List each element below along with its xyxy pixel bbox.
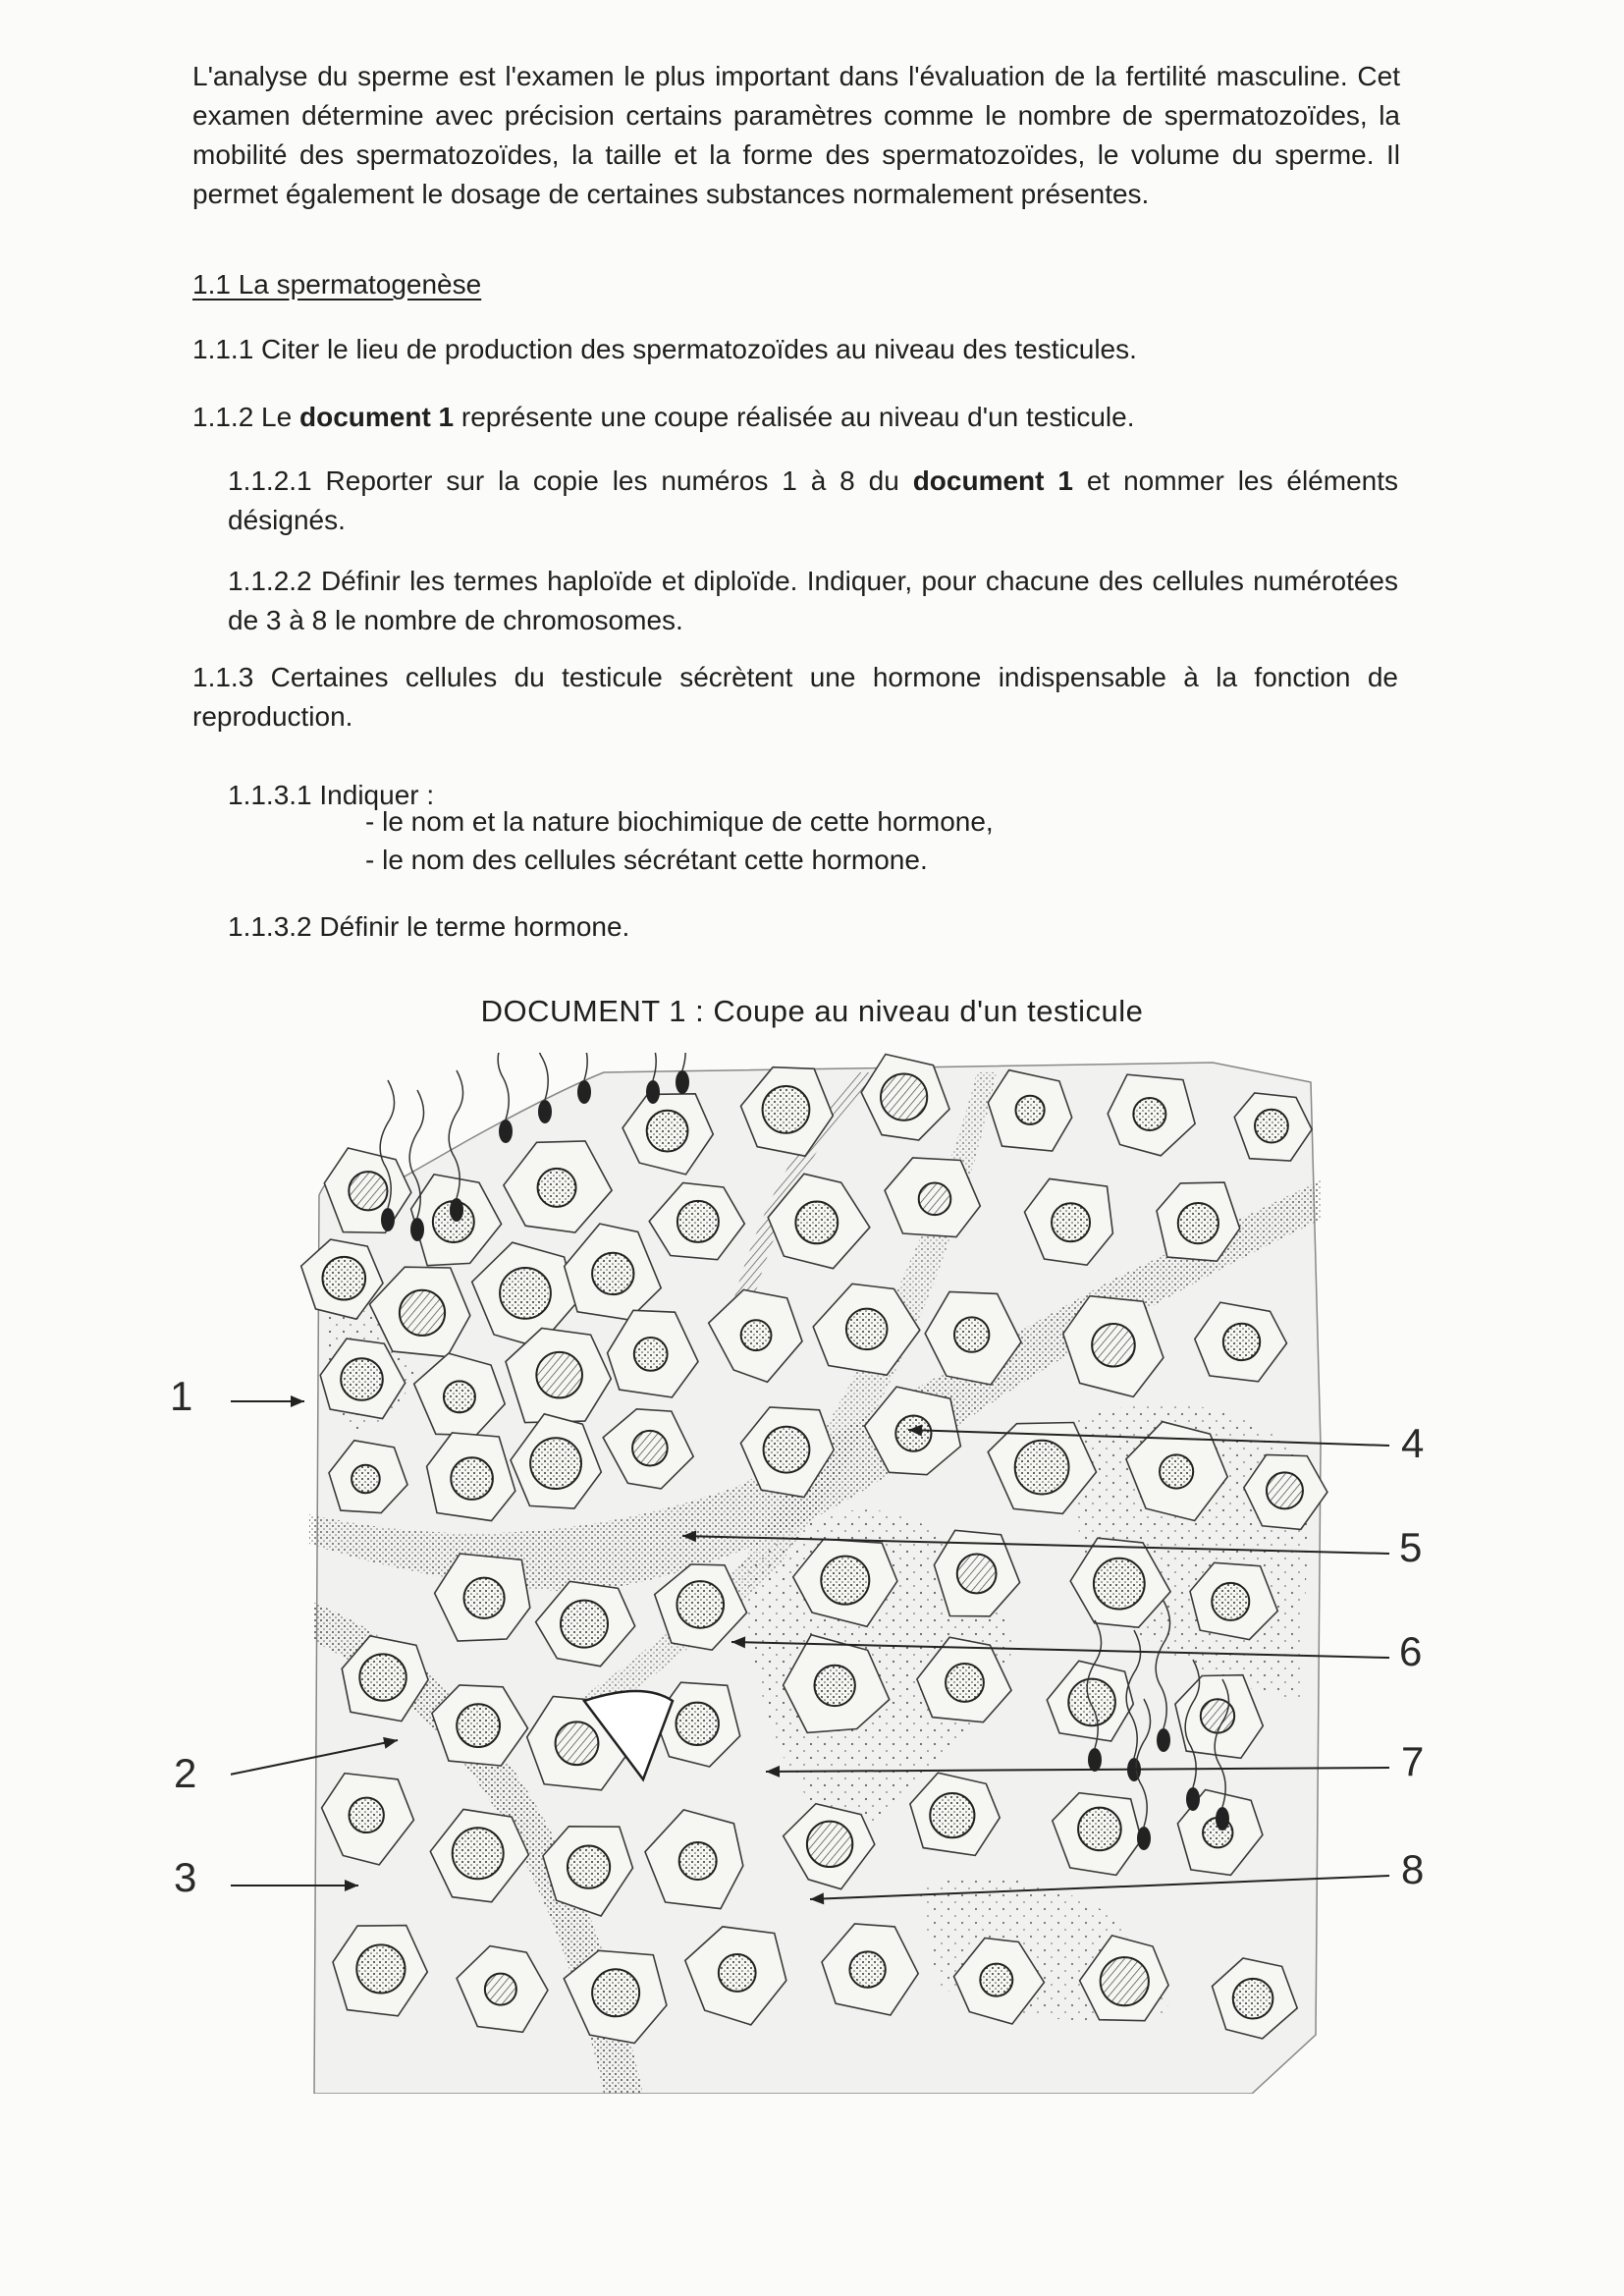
intro-paragraph: L'analyse du sperme est l'examen le plus important dans l'évaluation de la fertilité masculine. Cet examen détermine avec précision certains paramètres comme le nombre de spermatozoïdes, la mobilité des spermatozoïdes, la taille et la forme des spermatozoïdes, le volume du sperme. Il permet également le dosage de certaines substances normalement présentes. — [192, 61, 1400, 209]
bullet-item: - le nom et la nature biochimique de cette hormone, — [365, 806, 994, 837]
question-1-1-1: 1.1.1 Citer le lieu de production des spermatozoïdes au niveau des testicules. — [192, 334, 1137, 364]
figure-label-5: 5 — [1399, 1524, 1423, 1570]
label-line — [231, 1395, 304, 1407]
question-1-1-2: 1.1.2 Le document 1 représente une coupe réalisée au niveau d'un testicule. — [192, 402, 1135, 432]
figure-label-7: 7 — [1401, 1738, 1425, 1784]
question-1-1-2-1: 1.1.2.1 Reporter sur la copie les numéros 1 à 8 du document 1 et nommer les éléments désignés. — [228, 465, 1398, 535]
question-1-1-2-2: 1.1.2.2 Définir les termes haploïde et diploïde. Indiquer, pour chacune des cellules numérotées de 3 à 8 le nombre de chromosomes. — [228, 566, 1398, 635]
figure-label-6: 6 — [1399, 1628, 1423, 1674]
document-title: DOCUMENT 1 : Coupe au niveau d'un testicule — [480, 994, 1144, 1028]
question-1-1-3-2: 1.1.3.2 Définir le terme hormone. — [228, 911, 630, 942]
bullet-item: - le nom des cellules sécrétant cette hormone. — [365, 845, 928, 875]
spermatozoon — [537, 1053, 552, 1123]
cell — [988, 1070, 1071, 1151]
figure-label-4: 4 — [1401, 1420, 1425, 1466]
figure-label-8: 8 — [1401, 1846, 1425, 1892]
figure-label-1: 1 — [170, 1373, 193, 1419]
question-1-1-3: 1.1.3 Certaines cellules du testicule sécrètent une hormone indispensable à la fonction de reproduction. — [192, 662, 1398, 732]
section-title: 1.1 La spermatogenèse — [192, 269, 482, 300]
testis-section-figure — [170, 1053, 1453, 2094]
bullet-list — [365, 802, 994, 879]
testis-section-drawing — [231, 1053, 1453, 2094]
figure-label-2: 2 — [174, 1750, 197, 1796]
spermatozoon — [498, 1053, 513, 1143]
question-1-1-3-1: 1.1.3.1 Indiquer : — [228, 780, 435, 810]
figure-label-3: 3 — [174, 1854, 197, 1900]
